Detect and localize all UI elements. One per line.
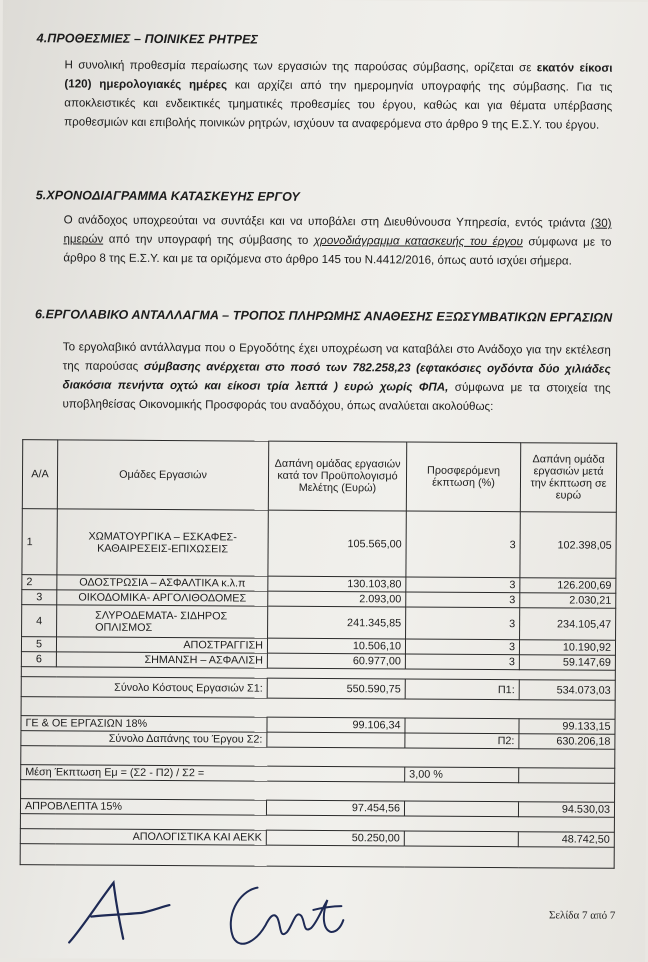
- header-after: Δαπάνη ομάδα εργασιών μετά την έκπτωση σε ευρώ: [520, 443, 616, 513]
- table-row: 1 ΧΩΜΑΤΟΥΡΓΙΚΑ – ΕΣΚΑΦΕΣ- ΚΑΘΑΙΡΕΣΕΙΣ-ΕΠΙΧΩΣΕΙΣ 105.565,00 3 102.398,05: [22, 509, 616, 579]
- signature-left-icon: [65, 876, 175, 947]
- table-row: 2 ΟΔΟΣΤΡΩΣΙΑ – ΑΣΦΑΛΤΙΚΑ κ.λ.π 130.103,80 3 126.200,69: [22, 575, 616, 594]
- header-groups: Ομάδες Εργασιών: [57, 440, 268, 510]
- average-discount-row: Μέση Έκπτωση Εμ = (Σ2 - Π2) / Σ2 = 3,00 %: [21, 765, 615, 784]
- table-header-row: [22, 440, 616, 513]
- ge-oe-row: ΓΕ & ΟΕ ΕΡΓΑΣΙΩΝ 18% 99.106,34 99.133,15: [21, 716, 615, 735]
- unforeseen-row: ΑΠΡΟΒΛΕΠΤΑ 15% 97.454,56 94.530,03: [20, 799, 614, 818]
- total-s2-row: Σύνολο Δαπάνης του Έργου Σ2: Π2: 630.206,18: [21, 731, 615, 750]
- signature-right-icon: [217, 869, 358, 955]
- page-number: Σελίδα 7 από 7: [548, 909, 616, 922]
- section-5-heading: 5.ΧΡΟΝΟΔΙΑΓΡΑΜΜΑ ΚΑΤΑΣΚΕΥΗΣ ΕΡΓΟΥ: [35, 188, 300, 204]
- section-5-paragraph: Ο ανάδοχος υποχρεούται να συντάξει και να υποβάλει στη Διευθύνουσα Υπηρεσία, εντός τριάντα (30) ημερών από την υπογραφή της σύμβασης το χρονοδιάγραμμα κατασκευής του έργου σύμφωνα με το άρθρο 8 της Ε.Σ.Υ. και με τα οριζόμενα στο άρθρο 145 του Ν.4412/2016, όπως αυτό ισχύει σήμερα.: [63, 213, 612, 268]
- section-4-paragraph: Η συνολική προθεσμία περαίωσης των εργασιών της παρούσας σύμβασης, ορίζεται σε εκατόν είκοσι (120) ημερολογιακές ημέρες και αρχίζει από την ημερομηνία υπογραφής της σύμβασης. Για τις αποκλειστικές και ενδεικτικές τμηματικές προθεσμίες του έργου, καθώς και για θέματα υπέρβασης προθεσμιών και επιβολής ποινικών ρητρών, ισχύουν τα αναφερόμενα στο άρθρο 9 της Ε.Σ.Υ. του έργου.: [64, 58, 613, 132]
- accounting-row: ΑΠΟΛΟΓΙΣΤΙΚΑ ΚΑΙ ΑΕΚΚ 50.250,00 48.742,50: [20, 829, 614, 848]
- table-row: 5 ΑΠΟΣΤΡΑΓΓΙΣΗ 10.506,10 3 10.190,92: [21, 637, 615, 656]
- total-s1-row: Σύνολο Κόστους Εργασιών Σ1: 550.590,75 Π1: 534.073,03: [21, 677, 615, 701]
- header-budget: Δαπάνη ομάδας εργασιών κατά τον Προϋπολογισμό Μελέτης (Ευρώ): [268, 441, 406, 511]
- header-discount: Προσφερόμενη έκπτωση (%): [406, 442, 520, 512]
- section-6-paragraph: Το εργολαβικό αντάλλαγμα που ο Εργοδότης έχει υποχρέωση να καταβάλει στο Ανάδοχο για την εκτέλεση της παρούσας σύμβασης ανέρχεται στο ποσό των 782.258,23 (εφτακόσιες ογδόντα δύο χιλιάδες διακόσια πενήντα οχτώ και είκοσι τρία λεπτά ) ευρώ χωρίς ΦΠΑ, σύμφωνα με τα στοιχεία της υποβληθείσας Οικονομικής Προσφοράς του αναδόχου, όπως αναλύεται ακολούθως:: [62, 340, 611, 414]
- cost-breakdown-table: [20, 439, 618, 869]
- section-6-heading: 6.ΕΡΓΟΛΑΒΙΚΟ ΑΝΤΑΛΛΑΓΜΑ – ΤΡΟΠΟΣ ΠΛΗΡΩΜΗΣ ΑΝΑΘΕΣΗΣ ΕΞΩΣΥΜΒΑΤΙΚΩΝ ΕΡΓΑΣΙΩΝ: [34, 307, 613, 325]
- header-aa: Α/Α: [22, 440, 57, 509]
- table-row: 6 ΣΗΜΑΝΣΗ – ΑΣΦΑΛΙΣΗ 60.977,00 3 59.147,69: [21, 652, 615, 671]
- table-row: 4 ΣΛΥΡΟΔΕΜΑΤΑ- ΣΙΔΗΡΟΣ ΟΠΛΙΣΜΟΣ 241.345,85 3 234.105,47: [22, 605, 616, 641]
- section-4-heading: 4.ΠΡΟΘΕΣΜΙΕΣ – ΠΟΙΝΙΚΕΣ ΡΗΤΡΕΣ: [36, 31, 259, 47]
- table-row: 3 ΟΙΚΟΔΟΜΙΚΑ- ΑΡΓΟΛΙΘΟΔΟΜΕΣ 2.093,00 3 2.030,21: [22, 590, 616, 609]
